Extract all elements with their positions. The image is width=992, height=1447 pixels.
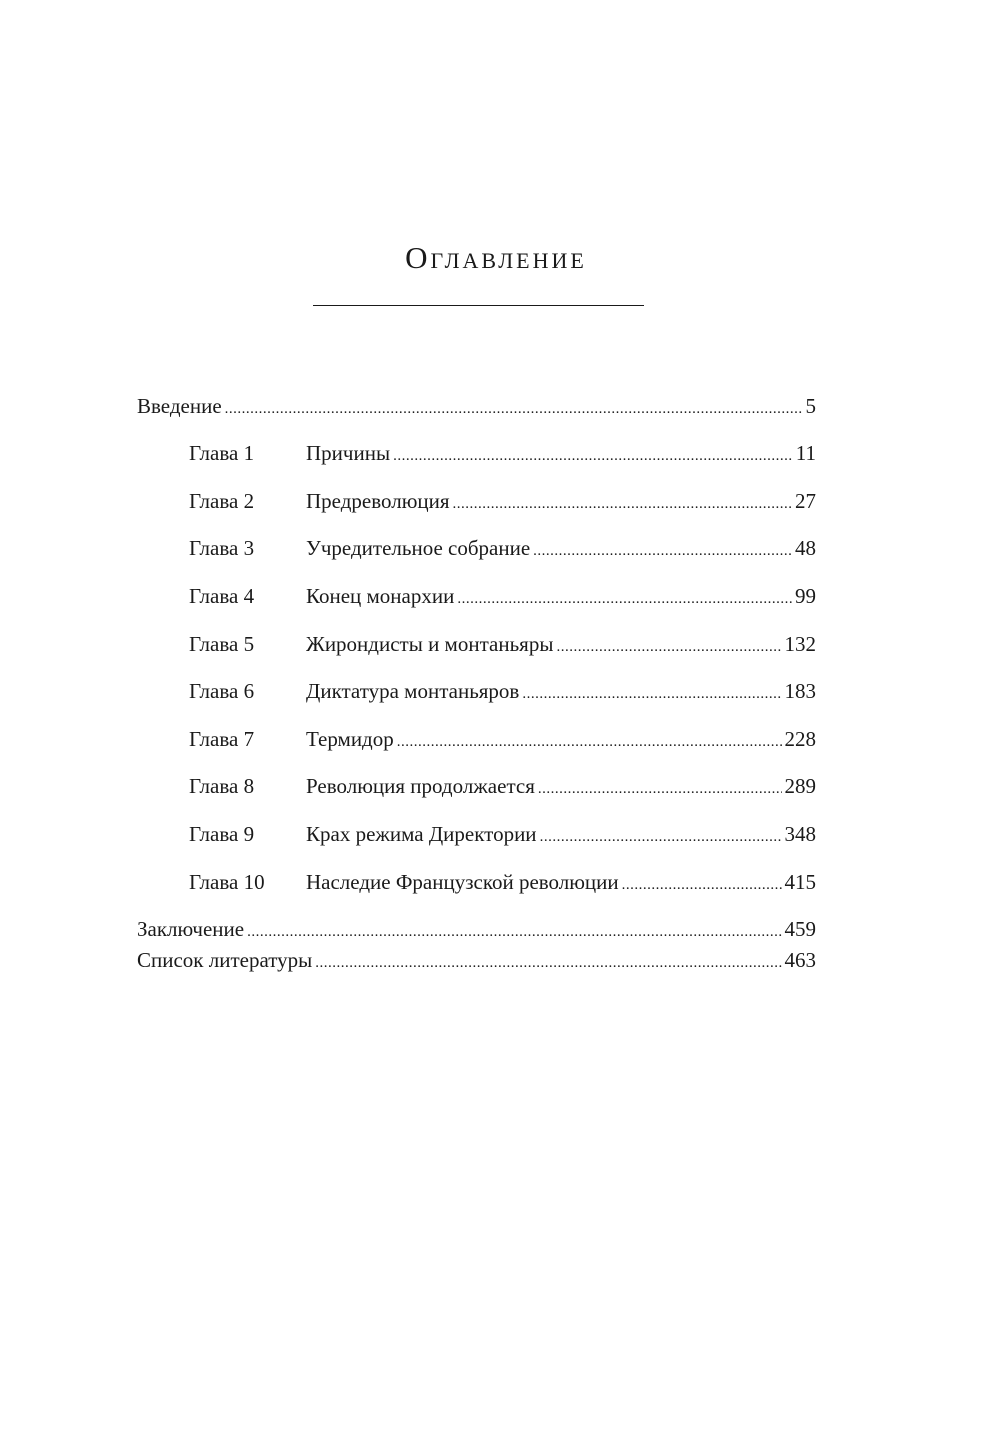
toc-chapter-title: Наследие Французской революции — [306, 870, 619, 894]
toc-leader-dots — [453, 490, 792, 518]
toc-chapter-title: Жирондисты и монтаньяры — [306, 632, 554, 656]
toc-chapter-9[interactable] — [189, 820, 816, 851]
toc-leader-dots — [533, 537, 792, 565]
toc-chapter-label: Глава 4 — [189, 584, 255, 608]
toc-chapter-page: 348 — [784, 822, 816, 846]
toc-chapter-7[interactable] — [189, 725, 816, 756]
toc-chapter-label: Глава 5 — [189, 632, 255, 656]
toc-chapter-2[interactable] — [189, 487, 816, 518]
toc-chapter-title: Предреволюция — [306, 489, 450, 513]
toc-chapter-page: 27 — [795, 489, 816, 513]
toc-chapter-label: Глава 2 — [189, 489, 255, 513]
toc-chapter-1[interactable] — [189, 439, 816, 470]
toc-entry-title: Заключение — [137, 917, 245, 941]
toc-entry-page: 5 — [805, 394, 816, 418]
toc-entry-conclusion[interactable] — [137, 915, 816, 946]
toc-chapter-3[interactable] — [189, 534, 816, 565]
toc-leader-dots — [225, 395, 803, 423]
toc-chapter-4[interactable] — [189, 582, 816, 613]
toc-chapter-page: 415 — [784, 870, 816, 894]
toc-entry-page: 463 — [784, 948, 816, 972]
toc-leader-dots — [538, 775, 782, 803]
toc-leader-dots — [457, 585, 792, 613]
toc-chapter-5[interactable] — [189, 630, 816, 661]
toc-chapter-title: Диктатура монтаньяров — [306, 679, 520, 703]
toc-entry-bibliography[interactable] — [137, 946, 816, 977]
toc-leader-dots — [522, 680, 781, 708]
toc-chapter-page: 48 — [795, 536, 816, 560]
toc-leader-dots — [397, 728, 782, 756]
toc-chapter-title: Революция продолжается — [306, 774, 535, 798]
toc-chapter-label: Глава 8 — [189, 774, 255, 798]
title-divider — [313, 305, 644, 306]
toc-chapter-title: Учредительное собрание — [306, 536, 531, 560]
toc-leader-dots — [247, 918, 781, 946]
toc-chapter-page: 183 — [784, 679, 816, 703]
toc-chapter-label: Глава 9 — [189, 822, 255, 846]
toc-entry-intro[interactable] — [137, 392, 816, 423]
toc-chapter-page: 11 — [795, 441, 816, 465]
toc-chapter-page: 289 — [784, 774, 816, 798]
toc-leader-dots — [540, 823, 782, 851]
toc-leader-dots — [622, 871, 782, 899]
toc-chapter-title: Причины — [306, 441, 391, 465]
toc-chapter-page: 228 — [784, 727, 816, 751]
toc-chapter-page: 99 — [795, 584, 816, 608]
toc-chapter-10[interactable] — [189, 868, 816, 899]
toc-chapter-page: 132 — [784, 632, 816, 656]
page-title: Оглавление — [405, 240, 587, 275]
toc-chapter-title: Термидор — [306, 727, 394, 751]
toc-leader-dots — [315, 949, 781, 977]
toc-chapter-label: Глава 1 — [189, 441, 255, 465]
toc-chapter-label: Глава 3 — [189, 536, 255, 560]
toc-chapter-title: Конец монархии — [306, 584, 455, 608]
toc-entry-page: 459 — [784, 917, 816, 941]
toc-chapter-title: Крах режима Директории — [306, 822, 537, 846]
toc-chapter-label: Глава 10 — [189, 870, 265, 894]
toc-chapter-8[interactable] — [189, 772, 816, 803]
toc-entry-title: Введение — [137, 394, 222, 418]
toc-leader-dots — [393, 442, 793, 470]
toc-leader-dots — [556, 633, 781, 661]
toc-entry-title: Список литературы — [137, 948, 313, 972]
toc-chapter-6[interactable] — [189, 677, 816, 708]
toc-chapter-label: Глава 6 — [189, 679, 255, 703]
toc-chapter-label: Глава 7 — [189, 727, 255, 751]
